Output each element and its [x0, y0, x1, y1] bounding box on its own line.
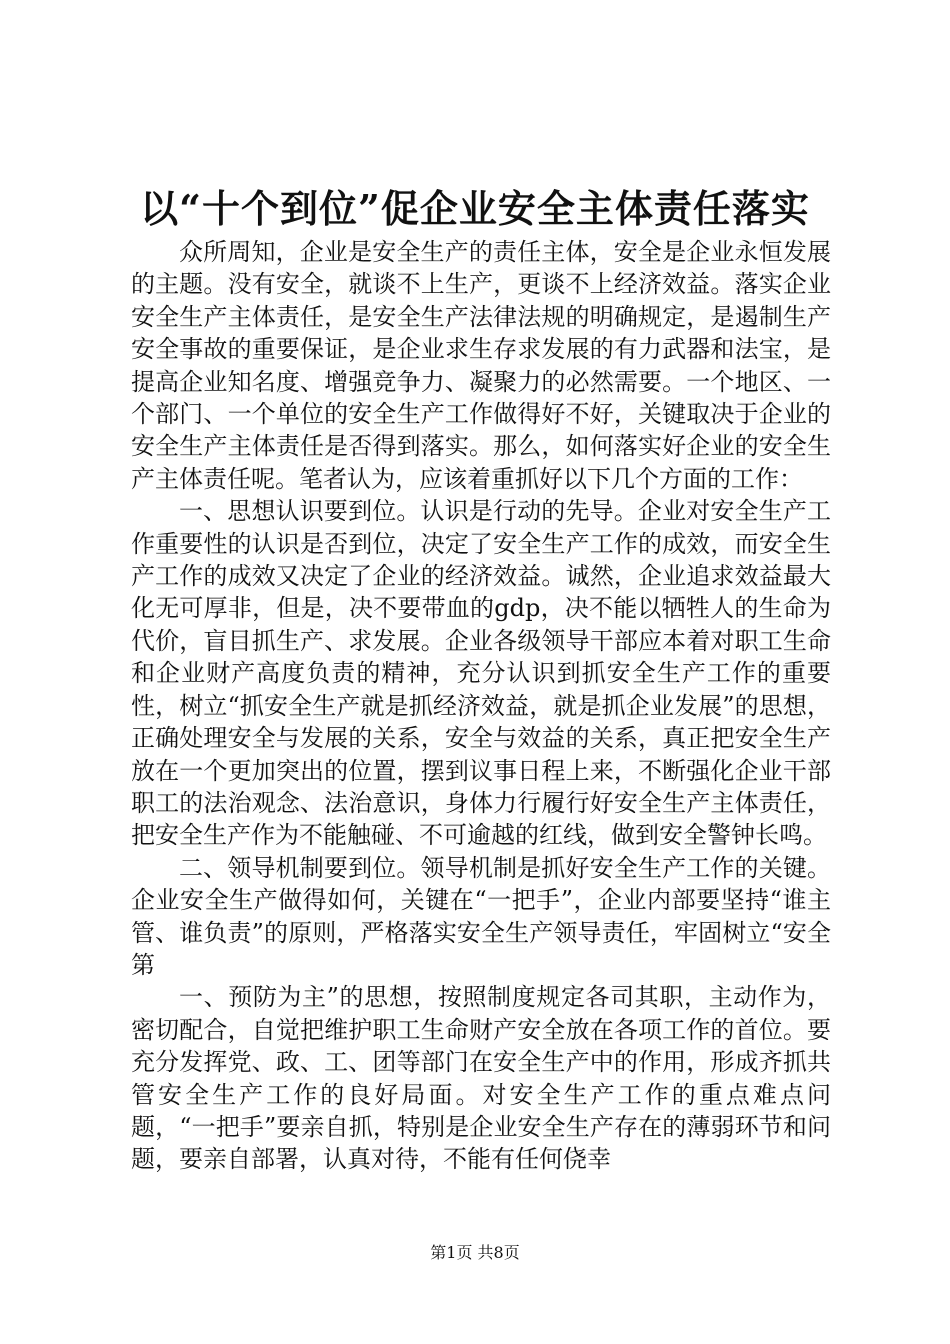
paragraph-intro: 众所周知，企业是安全生产的责任主体，安全是企业永恒发展的主题。没有安全，就谈不上生产，更谈不上经济效益。落实企业安全生产主体责任，是安全生产法律法规的明确规定，是遏制生产安全事故的重要保证，是企业求生存求发展的有力武器和法宝，是提高企业知名度、增强竞争力、凝聚力的必然需要。一个地区、一个部门、一个单位的安全生产工作做得好不好，关键取决于企业的安全生产主体责任是否得到落实。那么，如何落实好企业的安全生产主体责任呢。笔者认为，应该着重抓好以下几个方面的工作： — [131, 238, 831, 493]
paragraph-point-two: 二、领导机制要到位。领导机制是抓好安全生产工作的关键。企业安全生产做得如何，关键在“一把手”，企业内部要坚持“谁主管、谁负责”的原则，严格落实安全生产领导责任，牢固树立“安全第 — [131, 853, 831, 979]
document-title: 以“十个到位”促企业安全主体责任落实 — [140, 186, 810, 231]
page-number-footer: 第1页 共8页 — [430, 1243, 520, 1262]
paragraph-continuation: 一、预防为主”的思想，按照制度规定各司其职，主动作为，密切配合，自觉把维护职工生命财产安全放在各项工作的首位。要充分发挥党、政、工、团等部门在安全生产中的作用，形成齐抓共管安全生产工作的良好局面。对安全生产工作的重点难点问题，“一把手”要亲自抓，特别是企业安全生产存在的薄弱环节和问题，要亲自部署，认真对待，不能有任何侥幸 — [131, 983, 831, 1174]
paragraph-point-one: 一、思想认识要到位。认识是行动的先导。企业对安全生产工作重要性的认识是否到位，决定了安全生产工作的成效，而安全生产工作的成效又决定了企业的经济效益。诚然，企业追求效益最大化无可厚非，但是，决不要带血的gdp，决不能以牺牲人的生命为代价，盲目抓生产、求发展。企业各级领导干部应本着对职工生命和企业财产高度负责的精神，充分认识到抓安全生产工作的重要性，树立“抓安全生产就是抓经济效益，就是抓企业发展”的思想，正确处理安全与发展的关系，安全与效益的关系，真正把安全生产放在一个更加突出的位置，摆到议事日程上来，不断强化企业干部职工的法治观念、法治意识，身体力行履行好安全生产主体责任，把安全生产作为不能触碰、不可逾越的红线，做到安全警钟长鸣。 — [131, 497, 831, 850]
document-body — [131, 236, 831, 1176]
